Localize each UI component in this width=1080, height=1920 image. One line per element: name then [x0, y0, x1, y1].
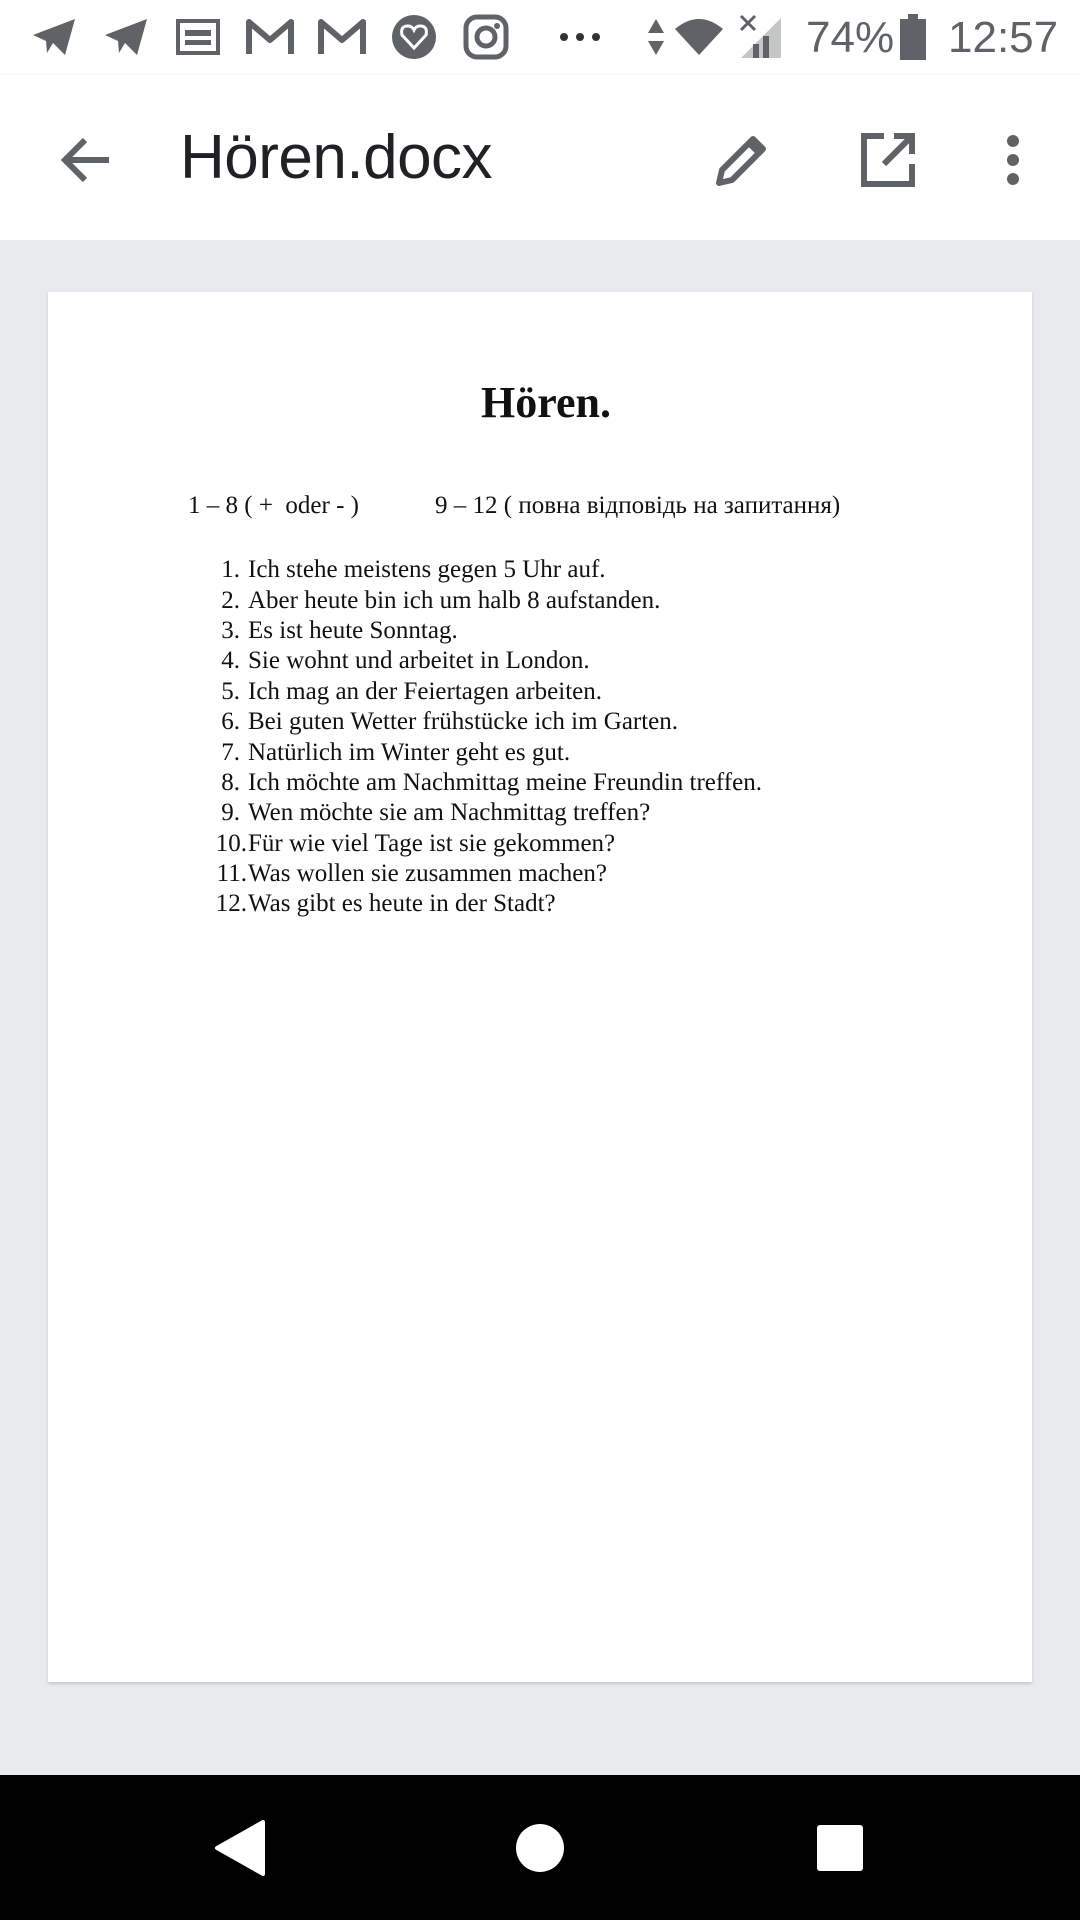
item-text: Bei guten Wetter frühstücke ich im Garten. — [248, 708, 679, 736]
more-options-button[interactable] — [968, 115, 1058, 205]
data-activity-icon — [645, 12, 667, 62]
item-number: 6. — [221, 708, 240, 736]
item-text: Was wollen sie zusammen machen? — [248, 860, 607, 888]
nav-recents-button[interactable] — [795, 1803, 885, 1893]
wifi-icon — [673, 12, 725, 62]
item-text: Was gibt es heute in der Stadt? — [248, 890, 556, 918]
item-number: 5. — [221, 677, 240, 705]
navigation-bar — [0, 1775, 1080, 1920]
telegram-icon — [28, 12, 80, 62]
item-number: 2. — [221, 586, 240, 614]
list-item — [208, 646, 762, 676]
document-heading: Hören. — [481, 378, 611, 427]
document-title: Hören.docx — [180, 122, 493, 192]
item-text: Sie wohnt und arbeitet in London. — [248, 647, 590, 675]
list-item — [208, 768, 762, 798]
battery-percent: 74% — [806, 13, 895, 62]
news-icon — [172, 12, 224, 62]
item-text: Für wie viel Tage ist sie gekommen? — [248, 829, 616, 857]
status-bar — [0, 0, 1080, 75]
item-number: 3. — [221, 616, 240, 644]
list-item — [208, 616, 762, 646]
back-button[interactable] — [40, 115, 130, 205]
open-with-button[interactable] — [843, 115, 933, 205]
list-item — [208, 737, 762, 767]
item-number: 9. — [221, 799, 240, 827]
heart-app-icon — [388, 12, 440, 62]
item-number: 4. — [221, 647, 240, 675]
gmail-icon — [316, 12, 368, 62]
list-item — [208, 798, 762, 828]
item-text: Wen möchte sie am Nachmittag treffen? — [248, 799, 651, 827]
clock: 12:57 — [948, 13, 1059, 62]
item-number: 8. — [221, 768, 240, 796]
edit-pencil-icon — [713, 131, 771, 189]
item-text: Ich möchte am Nachmittag meine Freundin treffen. — [248, 768, 762, 796]
list-item — [208, 829, 762, 859]
nav-back-button[interactable] — [195, 1803, 285, 1893]
item-number: 10. — [215, 829, 247, 857]
nav-back-icon — [213, 1818, 267, 1878]
more-vert-icon — [1006, 134, 1020, 186]
nav-home-button[interactable] — [495, 1803, 585, 1893]
item-number: 12. — [215, 890, 247, 918]
item-number: 7. — [221, 738, 240, 766]
item-text: Ich mag an der Feiertagen arbeiten. — [248, 677, 602, 705]
battery-icon — [898, 12, 928, 62]
app-bar — [0, 75, 1080, 240]
list-item — [208, 677, 762, 707]
item-number: 1. — [221, 556, 240, 584]
telegram-icon — [100, 12, 152, 62]
signal-icon — [738, 12, 784, 62]
list-item — [208, 889, 762, 919]
item-text: Es ist heute Sonntag. — [248, 616, 458, 644]
instagram-icon — [460, 12, 512, 62]
list-item — [208, 555, 762, 585]
nav-recents-icon — [816, 1824, 864, 1872]
item-text: Ich stehe meistens gegen 5 Uhr auf. — [248, 556, 606, 584]
nav-home-icon — [515, 1823, 565, 1873]
instruction-right: 9 – 12 ( повна відповідь на запитання) — [435, 492, 841, 519]
list-item — [208, 707, 762, 737]
open-external-icon — [860, 132, 916, 188]
list-item — [208, 859, 762, 889]
instruction-left: 1 – 8 ( + oder - ) — [188, 492, 359, 519]
document-viewer[interactable] — [0, 240, 1080, 1775]
more-dots-icon — [555, 12, 605, 62]
gmail-icon — [244, 12, 296, 62]
item-text: Natürlich im Winter geht es gut. — [248, 738, 571, 766]
back-arrow-icon — [59, 136, 111, 184]
item-text: Aber heute bin ich um halb 8 aufstanden. — [248, 586, 661, 614]
item-number: 11. — [216, 860, 247, 888]
question-list — [208, 555, 762, 920]
edit-button[interactable] — [697, 115, 787, 205]
list-item — [208, 585, 762, 615]
document-page[interactable] — [48, 292, 1032, 1682]
